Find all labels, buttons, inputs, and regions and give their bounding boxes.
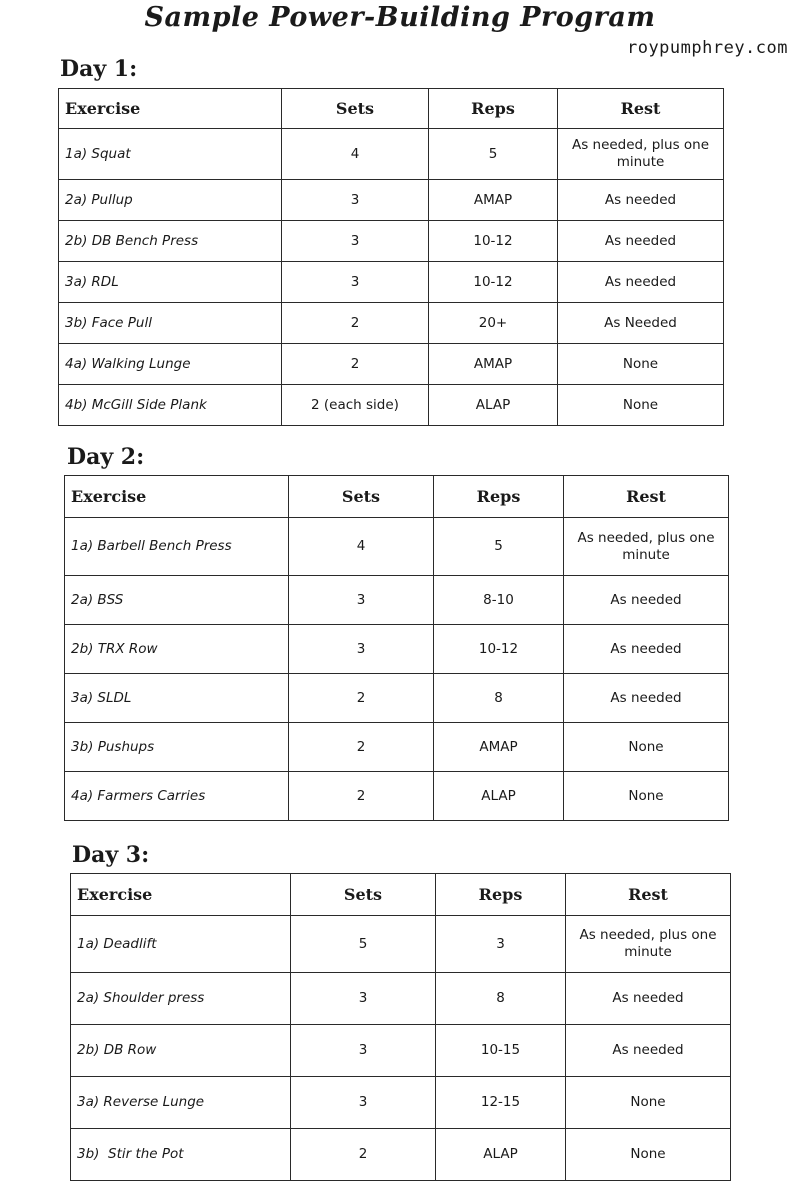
reps-cell: 10-12 bbox=[429, 221, 558, 262]
table-row bbox=[59, 129, 724, 180]
exercise-cell: 2a) BSS bbox=[65, 576, 289, 625]
exercise-cell: 2a) Pullup bbox=[59, 180, 282, 221]
reps-cell: 8 bbox=[436, 973, 566, 1025]
exercise-cell: 3b) Face Pull bbox=[59, 303, 282, 344]
reps-cell: 8-10 bbox=[434, 576, 564, 625]
col-reps: Reps bbox=[436, 874, 566, 916]
rest-cell: As needed bbox=[564, 625, 729, 674]
table-row bbox=[71, 916, 731, 973]
day-2-heading: Day 2: bbox=[67, 444, 145, 470]
sets-cell: 2 bbox=[289, 723, 434, 772]
reps-cell: 5 bbox=[429, 129, 558, 180]
exercise-cell: 2b) DB Row bbox=[71, 1025, 291, 1077]
reps-cell: 20+ bbox=[429, 303, 558, 344]
exercise-cell: 1a) Barbell Bench Press bbox=[65, 518, 289, 576]
rest-cell: None bbox=[566, 1129, 731, 1181]
table-row bbox=[59, 262, 724, 303]
sets-cell: 2 bbox=[289, 772, 434, 821]
sets-cell: 3 bbox=[282, 180, 429, 221]
col-sets: Sets bbox=[282, 89, 429, 129]
table-row bbox=[59, 385, 724, 426]
reps-cell: AMAP bbox=[429, 180, 558, 221]
col-exercise: Exercise bbox=[59, 89, 282, 129]
reps-cell: ALAP bbox=[429, 385, 558, 426]
table-row bbox=[65, 518, 729, 576]
table-header-row bbox=[65, 476, 729, 518]
exercise-cell: 3a) SLDL bbox=[65, 674, 289, 723]
rest-cell: As needed bbox=[558, 221, 724, 262]
day-1-heading: Day 1: bbox=[60, 56, 138, 82]
rest-cell: As needed bbox=[558, 262, 724, 303]
table-row bbox=[59, 303, 724, 344]
rest-cell: As needed bbox=[558, 180, 724, 221]
table-row bbox=[65, 576, 729, 625]
col-exercise: Exercise bbox=[71, 874, 291, 916]
rest-cell: None bbox=[558, 344, 724, 385]
exercise-cell: 4a) Walking Lunge bbox=[59, 344, 282, 385]
table-row bbox=[71, 1077, 731, 1129]
col-rest: Rest bbox=[564, 476, 729, 518]
rest-cell: None bbox=[566, 1077, 731, 1129]
table-row bbox=[65, 625, 729, 674]
sets-cell: 2 (each side) bbox=[282, 385, 429, 426]
col-sets: Sets bbox=[291, 874, 436, 916]
table-row bbox=[59, 344, 724, 385]
sets-cell: 3 bbox=[291, 973, 436, 1025]
rest-cell: As needed bbox=[564, 576, 729, 625]
rest-cell: As needed, plus one minute bbox=[564, 518, 729, 576]
exercise-cell: 4a) Farmers Carries bbox=[65, 772, 289, 821]
table-row bbox=[65, 772, 729, 821]
table-row bbox=[65, 674, 729, 723]
exercise-cell: 2a) Shoulder press bbox=[71, 973, 291, 1025]
exercise-cell: 3a) RDL bbox=[59, 262, 282, 303]
exercise-cell: 2b) DB Bench Press bbox=[59, 221, 282, 262]
rest-cell: As needed, plus one minute bbox=[558, 129, 724, 180]
reps-cell: 5 bbox=[434, 518, 564, 576]
table-row bbox=[71, 1129, 731, 1181]
sets-cell: 3 bbox=[291, 1025, 436, 1077]
sets-cell: 5 bbox=[291, 916, 436, 973]
sets-cell: 3 bbox=[282, 221, 429, 262]
sets-cell: 2 bbox=[291, 1129, 436, 1181]
reps-cell: AMAP bbox=[429, 344, 558, 385]
rest-cell: As needed bbox=[566, 1025, 731, 1077]
sets-cell: 2 bbox=[282, 344, 429, 385]
sets-cell: 4 bbox=[282, 129, 429, 180]
table-row bbox=[71, 973, 731, 1025]
reps-cell: 8 bbox=[434, 674, 564, 723]
day-3-table bbox=[70, 873, 731, 1181]
reps-cell: 12-15 bbox=[436, 1077, 566, 1129]
exercise-cell: 1a) Squat bbox=[59, 129, 282, 180]
day-3-heading: Day 3: bbox=[72, 842, 150, 868]
exercise-cell: 3b) Pushups bbox=[65, 723, 289, 772]
col-exercise: Exercise bbox=[65, 476, 289, 518]
reps-cell: ALAP bbox=[436, 1129, 566, 1181]
exercise-cell: 2b) TRX Row bbox=[65, 625, 289, 674]
page-title: Sample Power-Building Program bbox=[144, 2, 656, 33]
reps-cell: 10-15 bbox=[436, 1025, 566, 1077]
day-1-table bbox=[58, 88, 724, 426]
col-reps: Reps bbox=[434, 476, 564, 518]
rest-cell: None bbox=[564, 772, 729, 821]
rest-cell: As needed bbox=[566, 973, 731, 1025]
sets-cell: 3 bbox=[291, 1077, 436, 1129]
table-row bbox=[65, 723, 729, 772]
rest-cell: None bbox=[564, 723, 729, 772]
sets-cell: 4 bbox=[289, 518, 434, 576]
col-rest: Rest bbox=[558, 89, 724, 129]
reps-cell: 10-12 bbox=[429, 262, 558, 303]
table-row bbox=[59, 221, 724, 262]
sets-cell: 3 bbox=[289, 625, 434, 674]
col-sets: Sets bbox=[289, 476, 434, 518]
rest-cell: None bbox=[558, 385, 724, 426]
table-header-row bbox=[71, 874, 731, 916]
reps-cell: AMAP bbox=[434, 723, 564, 772]
sets-cell: 3 bbox=[289, 576, 434, 625]
sets-cell: 3 bbox=[282, 262, 429, 303]
table-row bbox=[71, 1025, 731, 1077]
exercise-cell: 1a) Deadlift bbox=[71, 916, 291, 973]
sets-cell: 2 bbox=[282, 303, 429, 344]
rest-cell: As needed bbox=[564, 674, 729, 723]
rest-cell: As Needed bbox=[558, 303, 724, 344]
reps-cell: ALAP bbox=[434, 772, 564, 821]
col-reps: Reps bbox=[429, 89, 558, 129]
table-row bbox=[59, 180, 724, 221]
rest-cell: As needed, plus one minute bbox=[566, 916, 731, 973]
table-header-row bbox=[59, 89, 724, 129]
col-rest: Rest bbox=[566, 874, 731, 916]
exercise-cell: 4b) McGill Side Plank bbox=[59, 385, 282, 426]
exercise-cell: 3a) Reverse Lunge bbox=[71, 1077, 291, 1129]
sets-cell: 2 bbox=[289, 674, 434, 723]
reps-cell: 3 bbox=[436, 916, 566, 973]
website-label: roypumphrey.com bbox=[626, 38, 788, 58]
day-2-table bbox=[64, 475, 729, 821]
reps-cell: 10-12 bbox=[434, 625, 564, 674]
exercise-cell: 3b) Stir the Pot bbox=[71, 1129, 291, 1181]
